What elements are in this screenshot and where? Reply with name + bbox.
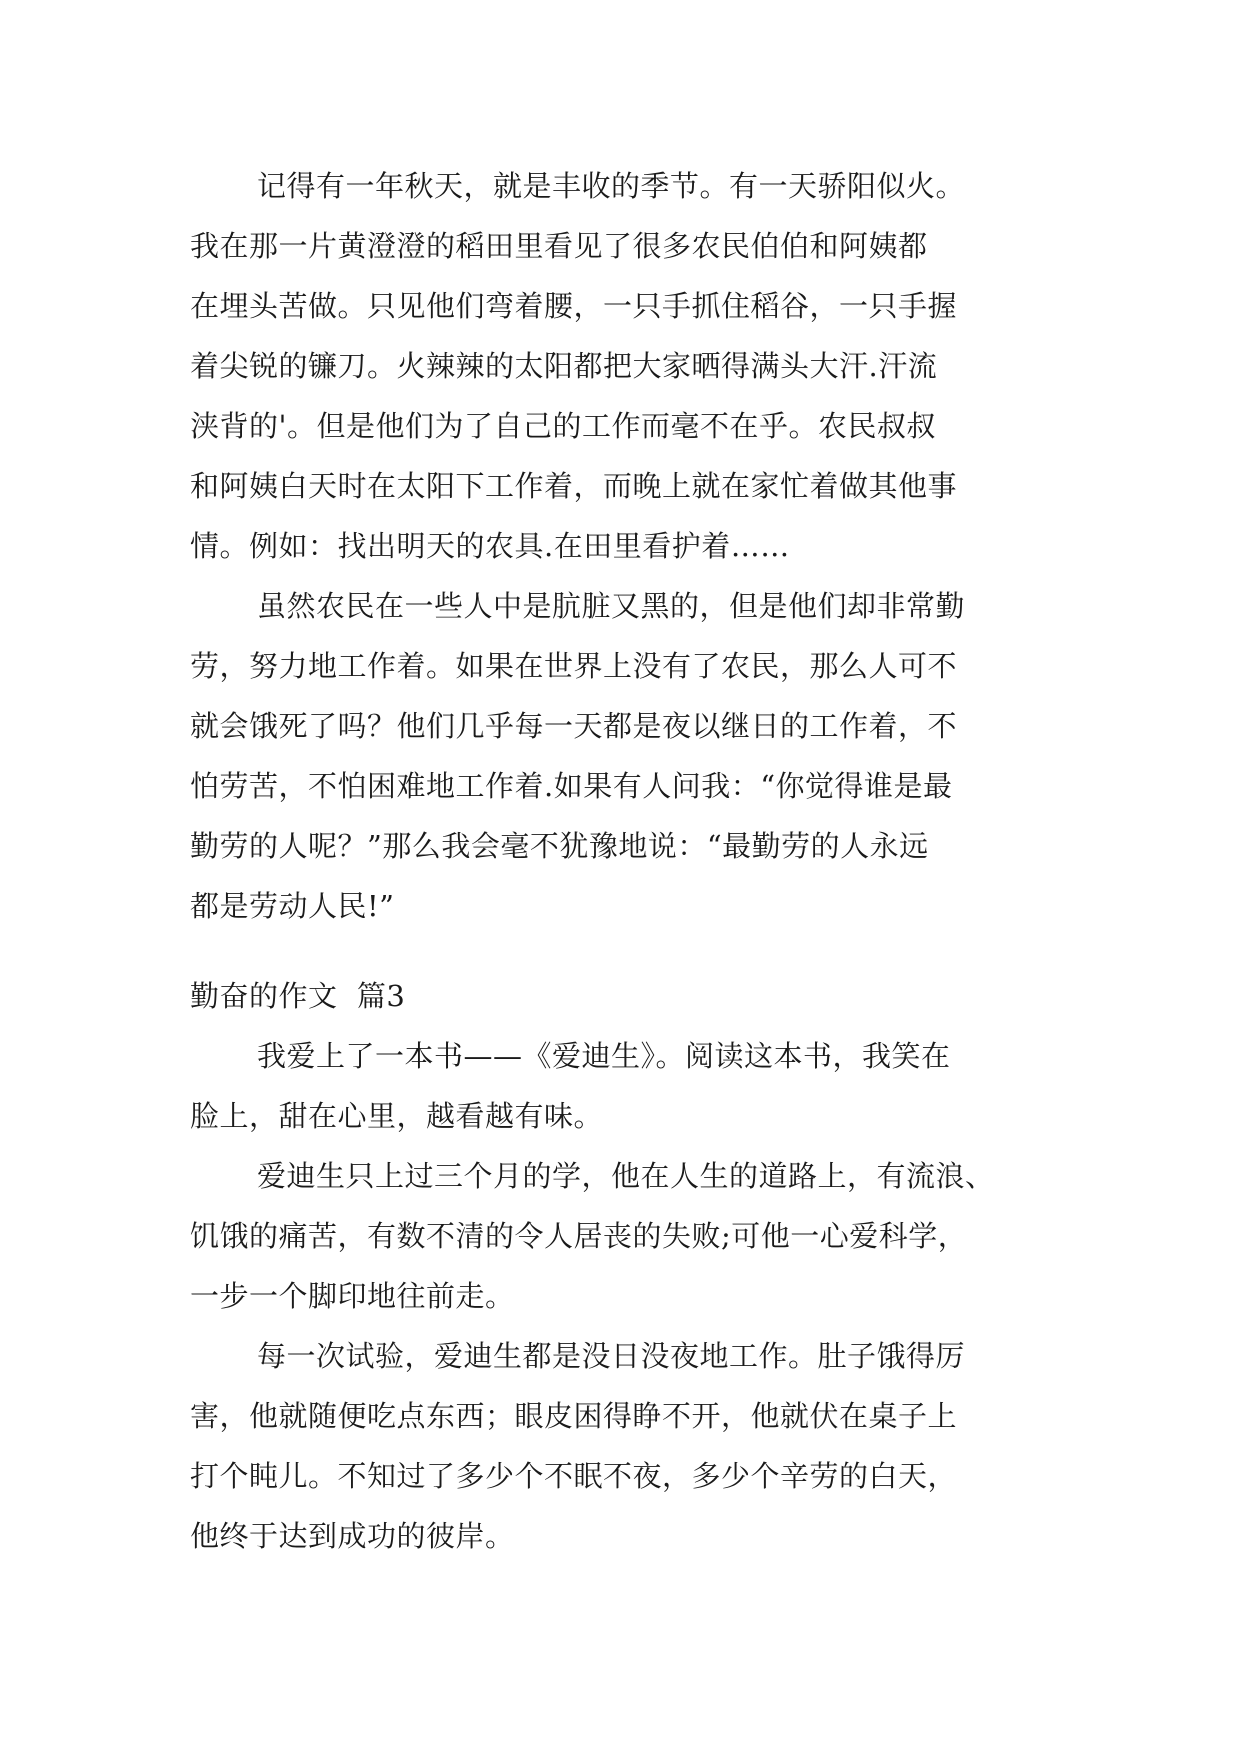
paragraph-1-line-3: 在埋头苦做。只见他们弯着腰，一只手抓住稻谷，一只手握	[190, 289, 958, 323]
paragraph-1-line-6: 和阿姨白天时在太阳下工作着，而晚上就在家忙着做其他事	[190, 469, 958, 503]
paragraph-2-line-2: 劳，努力地工作着。如果在世界上没有了农民，那么人可不	[190, 649, 958, 683]
paragraph-3-line-2: 脸上，甜在心里，越看越有味。	[190, 1099, 604, 1133]
paragraph-5-line-1: 每一次试验，爱迪生都是没日没夜地工作。肚子饿得厉	[257, 1339, 966, 1373]
paragraph-2-line-4: 怕劳苦，不怕困难地工作着.如果有人问我：“你觉得谁是最	[190, 769, 953, 803]
paragraph-5-line-2: 害，他就随便吃点东西；眼皮困得睁不开，他就伏在桌子上	[190, 1399, 958, 1433]
paragraph-1-line-4: 着尖锐的镰刀。火辣辣的太阳都把大家晒得满头大汗.汗流	[190, 349, 938, 383]
paragraph-5-line-3: 打个盹儿。不知过了多少个不眠不夜，多少个辛劳的白天，	[190, 1459, 958, 1493]
paragraph-2-line-6: 都是劳动人民!”	[190, 889, 395, 923]
paragraph-4-line-1: 爱迪生只上过三个月的学，他在人生的道路上，有流浪、	[257, 1159, 995, 1193]
paragraph-4-line-2: 饥饿的痛苦，有数不清的令人居丧的失败;可他一心爱科学，	[190, 1219, 968, 1253]
paragraph-1-line-7: 情。例如：找出明天的农具.在田里看护着……	[190, 529, 790, 563]
paragraph-5-line-4: 他终于达到成功的彼岸。	[190, 1519, 515, 1553]
paragraph-1-line-1: 记得有一年秋天，就是丰收的季节。有一天骄阳似火。	[257, 169, 966, 203]
paragraph-1-line-5: 浃背的'。但是他们为了自己的工作而毫不在乎。农民叔叔	[190, 409, 936, 443]
section-heading: 勤奋的作文 篇3	[190, 979, 406, 1013]
paragraph-4-line-3: 一步一个脚印地往前走。	[190, 1279, 515, 1313]
paragraph-2-line-3: 就会饿死了吗？他们几乎每一天都是夜以继日的工作着，不	[190, 709, 958, 743]
paragraph-1-line-2: 我在那一片黄澄澄的稻田里看见了很多农民伯伯和阿姨都	[190, 229, 928, 263]
paragraph-3-line-1: 我爱上了一本书——《爱迪生》。阅读这本书，我笑在	[257, 1039, 951, 1073]
paragraph-2-line-5: 勤劳的人呢？”那么我会毫不犹豫地说：“最勤劳的人永远	[190, 829, 929, 863]
paragraph-2-line-1: 虽然农民在一些人中是肮脏又黑的，但是他们却非常勤	[257, 589, 966, 623]
